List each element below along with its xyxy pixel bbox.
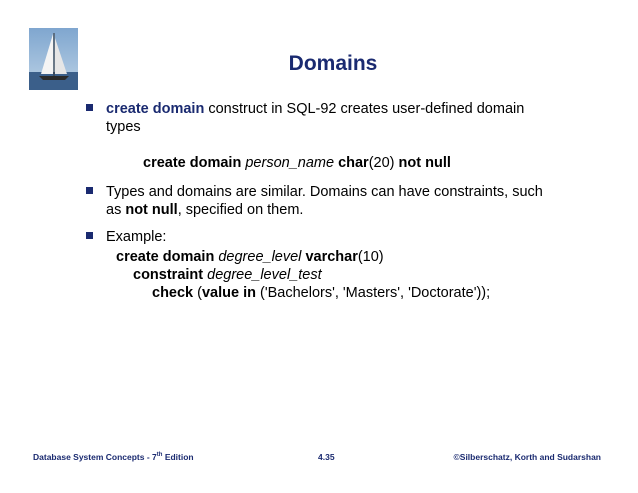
footer-left bbox=[33, 452, 194, 462]
text: (10) bbox=[357, 249, 384, 265]
text: Edition bbox=[162, 452, 194, 462]
identifier: degree_level_test bbox=[207, 267, 322, 283]
keyword: not null bbox=[398, 155, 451, 171]
bullet-text-1 bbox=[106, 100, 546, 136]
identifier: person_name bbox=[245, 155, 335, 171]
code-line bbox=[116, 248, 384, 266]
text: Types and domains are similar. Domains can have constraints, such as bbox=[106, 184, 543, 218]
bullet-marker bbox=[86, 232, 93, 239]
identifier: degree_level bbox=[218, 249, 302, 265]
text: (20) bbox=[368, 155, 399, 171]
bullet-text-3 bbox=[106, 228, 546, 246]
bullet-marker bbox=[86, 104, 93, 111]
superscript: th bbox=[156, 452, 163, 459]
text: , specified on them. bbox=[177, 202, 304, 218]
keyword: not null bbox=[125, 202, 178, 218]
text: ( bbox=[193, 285, 202, 301]
keyword: constraint bbox=[133, 267, 204, 283]
bullet-marker bbox=[86, 187, 93, 194]
keyword: create domain bbox=[143, 155, 242, 171]
keyword: check bbox=[152, 285, 194, 301]
code-line bbox=[133, 266, 322, 284]
bullet-text-2 bbox=[106, 183, 546, 219]
keyword: value in bbox=[201, 285, 256, 301]
keyword: create domain bbox=[116, 249, 215, 265]
text: construct in SQL-92 creates user-defined domain types bbox=[106, 101, 525, 135]
text: Database System Concepts - 7 bbox=[33, 452, 157, 462]
text: Example: bbox=[106, 229, 167, 245]
text: ('Bachelors', 'Masters', 'Doctorate')); bbox=[255, 285, 491, 301]
footer-right: ©Silberschatz, Korth and Sudarshan bbox=[453, 452, 601, 462]
keyword: create domain bbox=[106, 101, 205, 117]
code-line bbox=[143, 154, 451, 172]
keyword: char bbox=[338, 155, 369, 171]
slide-title: Domains bbox=[288, 52, 378, 75]
keyword: varchar bbox=[305, 249, 358, 265]
code-line bbox=[152, 284, 490, 302]
page-number: 4.35 bbox=[318, 452, 335, 462]
